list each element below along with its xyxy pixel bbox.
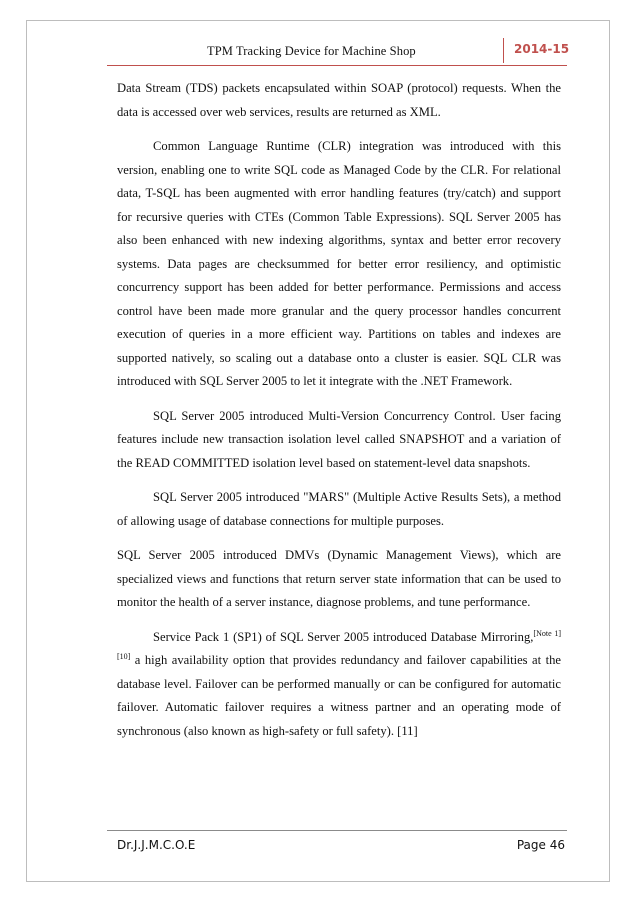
header-year: 2014-15 xyxy=(514,42,570,56)
page-header xyxy=(107,34,570,68)
footnote-reference: [Note 1][10] xyxy=(117,628,561,661)
paragraph-dmv: SQL Server 2005 introduced DMVs (Dynamic Management Views), which are specialized views and functions that return server state information that can be used to monitor the health of a server instance, diagnose problems, and tune performance. xyxy=(117,548,561,609)
mirroring-text-end: a high availability option that provides redundancy and failover capabilities at the database level. Failover can be performed manually or can be configured for automatic failover. Automatic failover requires a witness partner and an operating mode of synchronous (also known as high-safety or full safety). [11] xyxy=(117,653,561,738)
paragraph-tds: Data Stream (TDS) packets encapsulated within SOAP (protocol) requests. When the data is accessed over web services, results are returned as XML. xyxy=(117,81,561,119)
footer-rule xyxy=(107,830,567,831)
paragraph-mars: SQL Server 2005 introduced "MARS" (Multiple Active Results Sets), a method of allowing usage of database connections for multiple purposes. xyxy=(117,490,561,528)
footer-institution: Dr.J.J.M.C.O.E xyxy=(117,838,196,852)
paragraph-mirroring xyxy=(117,626,561,744)
document-body xyxy=(117,77,561,754)
page-footer xyxy=(107,830,567,860)
header-divider xyxy=(503,38,504,63)
paragraph-mvcc: SQL Server 2005 introduced Multi-Version Concurrency Control. User facing features include new transaction isolation level called SNAPSHOT and a variation of the READ COMMITTED isolation level based on statement-level data snapshots. xyxy=(117,408,561,470)
page-number: Page 46 xyxy=(516,838,565,852)
mirroring-text-start: Service Pack 1 (SP1) of SQL Server 2005 introduced Database Mirroring, xyxy=(153,629,534,644)
header-title: TPM Tracking Device for Machine Shop xyxy=(207,44,416,58)
header-rule xyxy=(107,65,567,66)
paragraph-clr: Common Language Runtime (CLR) integration was introduced with this version, enabling one to write SQL code as Managed Code by the CLR. For relational data, T-SQL has been augmented with error handling features (try/catch) and support for recursive queries with CTEs (Common Table Expressions). SQL Server 2005 has also been enhanced with new indexing algorithms, syntax and better error recovery systems. Data pages are checksummed for better error resiliency, and optimistic concurrency support has been added for better performance. Permissions and access control have been made more granular and the query processor handles concurrent execution of queries in a more efficient way. Partitions on tables and indexes are supported natively, so scaling out a database onto a cluster is easier. SQL CLR was introduced with SQL Server 2005 to let it integrate with the .NET Framework. xyxy=(117,139,561,388)
